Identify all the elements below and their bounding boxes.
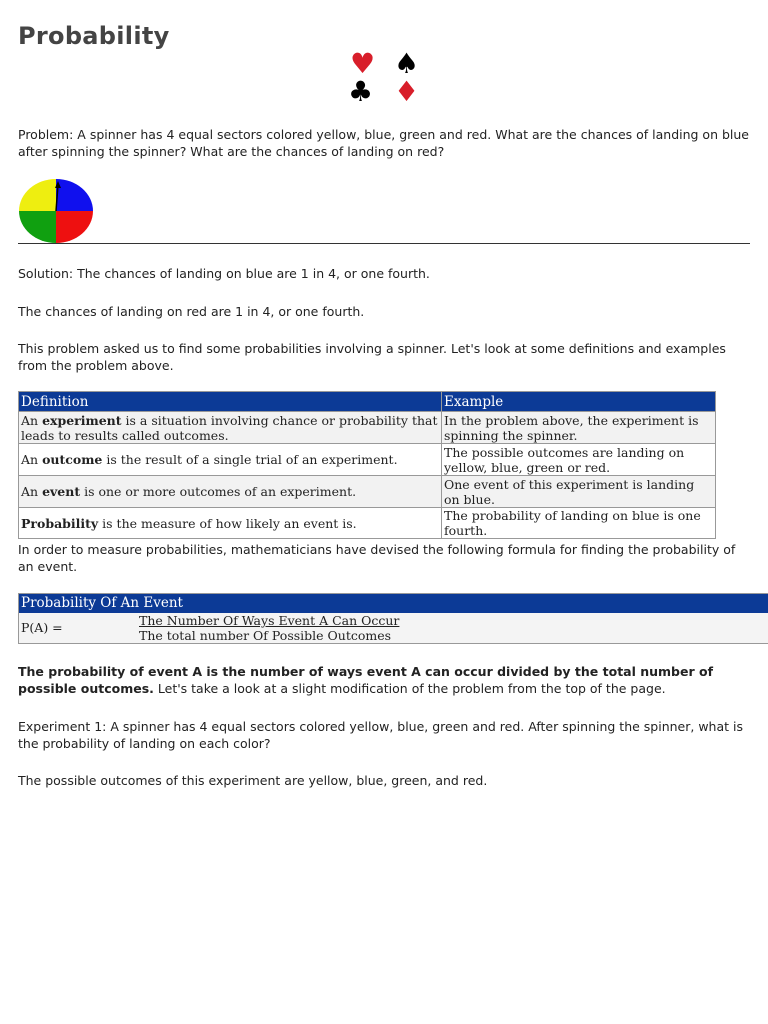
spinner-sector-green: [19, 211, 56, 243]
header-example: Example: [442, 392, 716, 412]
experiment-1-text: Experiment 1: A spinner has 4 equal sectors colored yellow, blue, green and red. After spinning the spinner, what is the probability of landing on each color?: [18, 719, 743, 751]
page-title: Probability: [18, 22, 170, 50]
formula-header: Probability Of An Event: [19, 594, 768, 613]
formula-numerator: The Number Of Ways Event A Can Occur: [139, 613, 400, 628]
formula-body: [19, 613, 768, 643]
table-row: [19, 476, 716, 508]
definition-cell: An experiment is a situation involving chance or probability that leads to results called outcomes.: [19, 412, 442, 444]
spade-icon: ♠: [394, 47, 420, 80]
table-row: [19, 508, 716, 539]
problem-text: Problem: A spinner has 4 equal sectors colored yellow, blue, green and red. What are the chances of landing on blue after spinning the spinner? What are the chances of landing on red?: [18, 127, 749, 159]
spinner-image: [18, 176, 96, 246]
summary-paragraph: [18, 663, 753, 697]
spinner-sector-yellow: [19, 179, 56, 211]
example-cell: The possible outcomes are landing on yellow, blue, green or red.: [442, 444, 716, 476]
definitions-table: [18, 391, 716, 539]
formula-lhs: P(A) =: [21, 620, 63, 635]
example-cell: The probability of landing on blue is one fourth.: [442, 508, 716, 539]
formula-intro: In order to measure probabilities, mathematicians have devised the following formula for finding the probability of an event.: [18, 542, 736, 574]
divider: [18, 243, 750, 244]
spinner-sector-red: [56, 211, 93, 243]
solution-line-3: This problem asked us to find some probabilities involving a spinner. Let's look at some definitions and examples from the problem above.: [18, 341, 726, 373]
example-cell: One event of this experiment is landing on blue.: [442, 476, 716, 508]
outcomes-text: The possible outcomes of this experiment are yellow, blue, green, and red.: [18, 773, 488, 788]
formula-box: [18, 593, 768, 644]
example-cell: In the problem above, the experiment is spinning the spinner.: [442, 412, 716, 444]
formula-denominator: The total number Of Possible Outcomes: [139, 628, 392, 643]
table-row: [19, 444, 716, 476]
diamond-icon: ♦: [394, 75, 420, 108]
definition-cell: Probability is the measure of how likely an event is.: [19, 508, 442, 539]
summary-rest: Let's take a look at a slight modification of the problem from the top of the page.: [153, 681, 666, 696]
spinner-sector-blue: [56, 179, 93, 211]
summary-bold: The probability of event A is the number of ways event A can occur divided by the total number of possible outcomes.: [18, 664, 714, 696]
table-row: [19, 412, 716, 444]
definition-cell: An event is one or more outcomes of an experiment.: [19, 476, 442, 508]
card-suits-graphic: [346, 47, 422, 108]
table-header-row: [19, 392, 716, 412]
solution-line-1: Solution: The chances of landing on blue are 1 in 4, or one fourth.: [18, 266, 430, 281]
definition-cell: An outcome is the result of a single trial of an experiment.: [19, 444, 442, 476]
heart-icon: ♥: [350, 47, 376, 80]
club-icon: ♣: [348, 75, 374, 108]
solution-line-2: The chances of landing on red are 1 in 4, or one fourth.: [18, 304, 365, 319]
header-definition: Definition: [19, 392, 442, 412]
